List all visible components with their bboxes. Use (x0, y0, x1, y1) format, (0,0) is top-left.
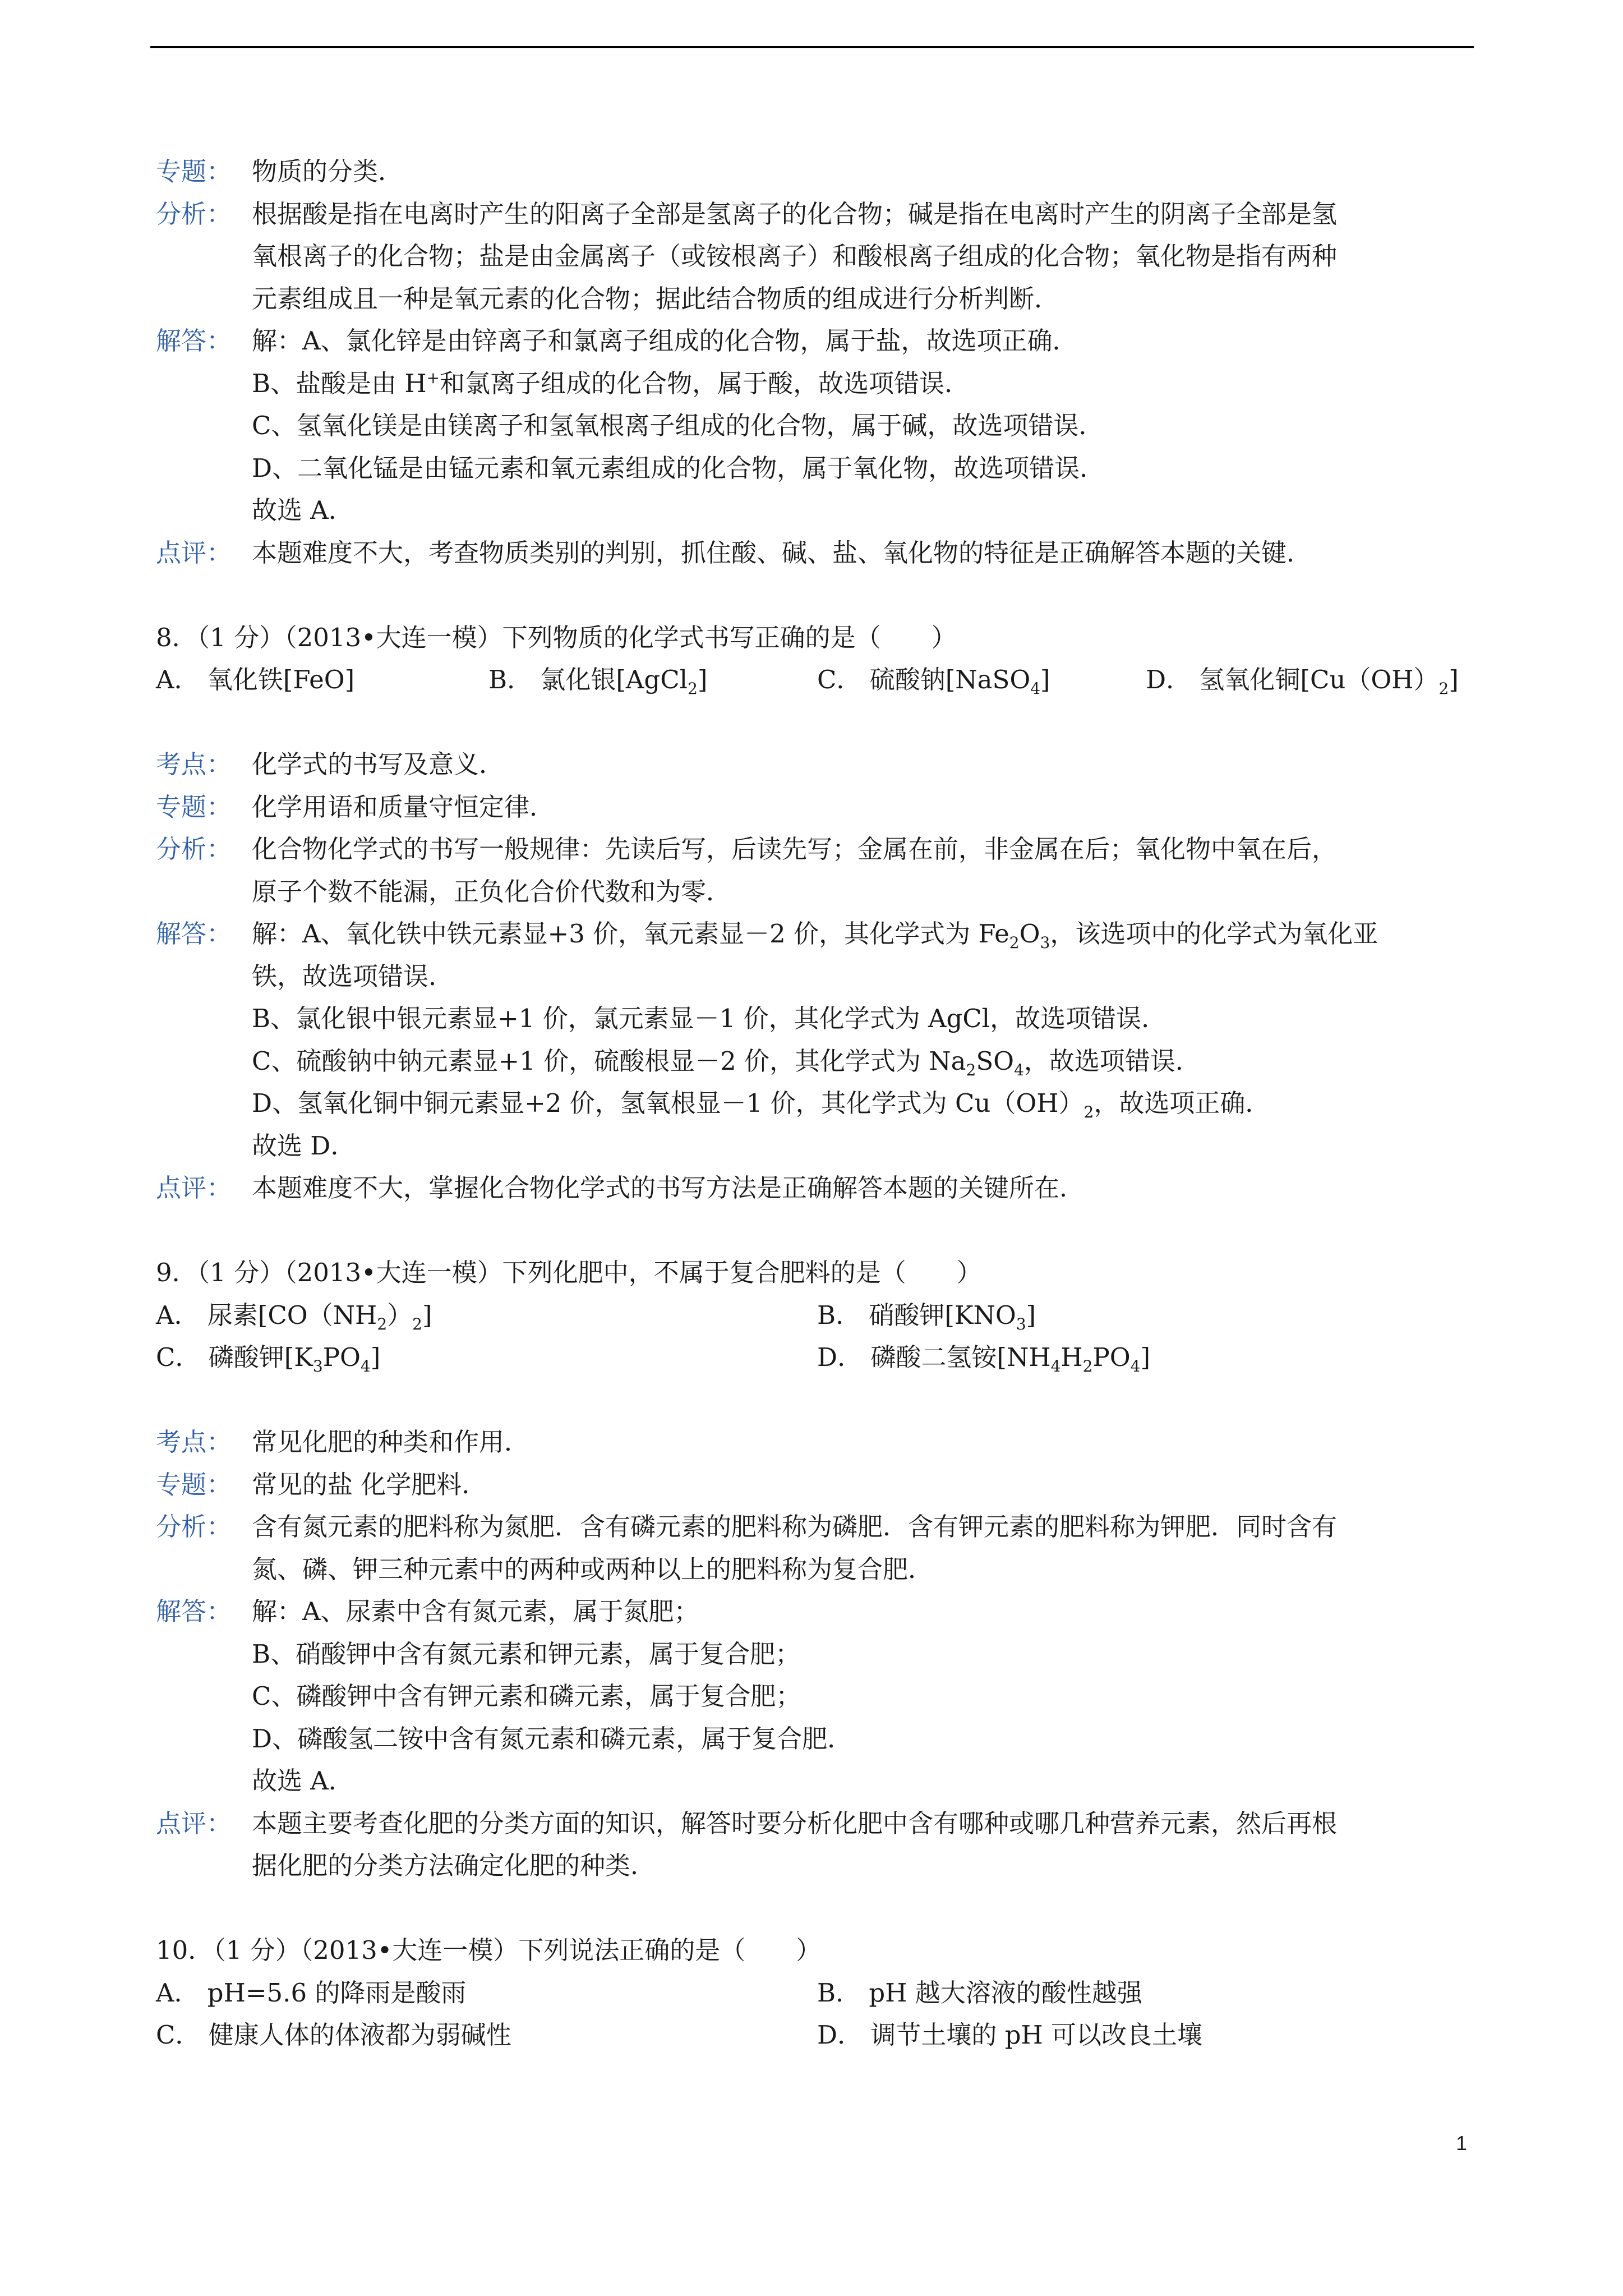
q8-answer: 故选 D． (252, 1130, 356, 1161)
q9-dianping-line: 据化肥的分类方法确定化肥的种类． (252, 1851, 656, 1880)
q7-dianping: 点评： 本题难度不大，考查物质类别的判别，抓住酸、碱、盐、氧化物的特征是正确解答本题的关键． (156, 532, 1479, 574)
q9-fenxi: 分析： 含有氮元素的肥料称为氮肥．含有磷元素的肥料称为磷肥．含有钾元素的肥料称为钾肥．同时含有 (156, 1506, 1479, 1548)
q9-option-c: C． 磷酸钾$[K_3PO_4]$ (156, 1342, 381, 1375)
q9-kaodian: 考点： 常见化肥的种类和作用． (156, 1421, 1479, 1464)
fenxi-label: 分析： (156, 834, 232, 864)
zhuanti-label: 专题： (156, 792, 232, 822)
q9-jieda-line: B、硝酸钾中含有氮元素和钾元素，属于复合肥； (252, 1639, 801, 1669)
q8-fenxi-line: 原子个数不能漏，正负化合价代数和为零． (252, 876, 732, 907)
dianping-label: 点评： (156, 1173, 232, 1203)
q10-option-d: D． 调节土壤的 pH 可以改良土壤 (817, 2020, 1203, 2050)
q7-fenxi-line: 元素组成且一种是氧元素的化合物；据此结合物质的组成进行分析判断． (252, 283, 1060, 314)
q8-kaodian: 考点： 化学式的书写及意义． (156, 743, 1479, 786)
q9-options-row-2 (156, 1336, 1479, 1379)
q9-options-row-1 (156, 1294, 1479, 1337)
q9-jieda-line: D、磷酸氢二铵中含有氮元素和磷元素，属于复合肥． (252, 1723, 853, 1754)
q9-fenxi-line: 氮、磷、钾三种元素中的两种或两种以上的肥料称为复合肥． (252, 1554, 934, 1584)
q9-option-b: B． 硝酸钾$[KNO_3]$ (817, 1300, 1036, 1333)
q8-option-d: D． 氢氧化铜$[Cu(OH)_2]$ (1146, 665, 1459, 698)
q9-question: 9．（1 分）（2013•大连一模）下列化肥中，不属于复合肥料的是（ ） (156, 1258, 982, 1287)
q8-option-b: B． 氯化银[AgCl$_2$] (488, 665, 708, 698)
q7-answer: 故选 A． (252, 495, 354, 525)
fenxi-label: 分析： (156, 199, 232, 229)
q9-dianping: 点评： 本题主要考查化肥的分类方面的知识，解答时要分析化肥中含有哪种或哪几种营养元素，然后再根 (156, 1802, 1479, 1845)
q10-option-a: A． pH=5.6 的降雨是酸雨 (156, 1977, 467, 2008)
q7-zhuanti: 专题： 物质的分类． (156, 150, 1479, 193)
zhuanti-label: 专题： (156, 1469, 232, 1499)
fenxi-label: 分析： (156, 1512, 232, 1542)
q9-option-a: A． 尿素$[CO(NH_2)_2]$ (156, 1300, 432, 1333)
q10-option-c: C． 健康人体的体液都为弱碱性 (156, 2020, 511, 2050)
q10-option-b: B． pH 越大溶液的酸性越强 (817, 1977, 1142, 2008)
q8-option-c: C． 硫酸钠[NaSO$_4$] (817, 665, 1050, 698)
q8-options (156, 659, 1479, 701)
q7-fenxi: 分析： 根据酸是指在电离时产生的阳离子全部是氢离子的化合物；碱是指在电离时产生的阴离子全部是氢 (156, 193, 1479, 236)
q8-fenxi: 分析： 化合物化学式的书写一般规律：先读后写，后读先写；金属在前，非金属在后；氧化物中氧在后， (156, 828, 1479, 871)
q10-question: 10．（1 分）（2013•大连一模）下列说法正确的是（ ） (156, 1935, 822, 1965)
q8-option-a: A． 氧化铁[FeO] (156, 665, 355, 694)
q10-options-row-2 (156, 2014, 1479, 2056)
q9-jieda-line: C、磷酸钾中含有钾元素和磷元素，属于复合肥； (252, 1681, 801, 1711)
q8-dianping: 点评： 本题难度不大，掌握化合物化学式的书写方法是正确解答本题的关键所在． (156, 1167, 1479, 1209)
q9-zhuanti: 专题： 常见的盐 化学肥料． (156, 1464, 1479, 1506)
kaodian-label: 考点： (156, 749, 232, 779)
q7-jieda-line: B、盐酸是由 H+和氯离子组成的化合物，属于酸，故选项错误． (252, 368, 970, 398)
q7-jieda-line: C、氢氧化镁是由镁离子和氢氧根离子组成的化合物，属于碱，故选项错误． (252, 411, 1104, 440)
kaodian-label: 考点： (156, 1427, 232, 1457)
jieda-label: 解答： (156, 919, 232, 949)
q8-jieda: 解答： 解：A、氧化铁中铁元素显+3 价，氧元素显－2 价，其化学式为 $Fe_2O_3$，该选项中的化学式为氧化亚 (156, 913, 1479, 955)
header-rule (150, 46, 1474, 48)
q8-jieda-line: 铁，故选项错误． (252, 961, 454, 991)
page-number: 1 (1456, 2132, 1468, 2155)
jieda-label: 解答： (156, 326, 232, 356)
dianping-label: 点评： (156, 537, 232, 568)
dianping-label: 点评： (156, 1808, 232, 1838)
jieda-label: 解答： (156, 1596, 232, 1626)
q8-jieda-line: C、硫酸钠中钠元素显+1 价，硫酸根显－2 价，其化学式为 $Na_2SO_4$，故选项错误． (252, 1046, 1201, 1079)
document-body (156, 150, 1479, 2056)
q8-question: 8．（1 分）（2013•大连一模）下列物质的化学式书写正确的是（ ） (156, 622, 957, 652)
q7-jieda-line: D、二氧化锰是由锰元素和氧元素组成的化合物，属于氧化物，故选项错误． (252, 453, 1105, 483)
q8-jieda-line: B、氯化银中银元素显+1 价，氯元素显－1 价，其化学式为 AgCl，故选项错误． (252, 1004, 1167, 1033)
q9-option-d: D． 磷酸二氢铵$[NH_4H_2PO_4]$ (817, 1342, 1151, 1375)
q10-options-row-1 (156, 1972, 1479, 2014)
q9-jieda: 解答： 解：A、尿素中含有氮元素，属于氮肥； (156, 1590, 1479, 1633)
q7-jieda: 解答： 解：A、氯化锌是由锌离子和氯离子组成的化合物，属于盐，故选项正确． (156, 320, 1479, 362)
q7-fenxi-line: 氧根离子的化合物；盐是由金属离子（或铵根离子）和酸根离子组成的化合物；氧化物是指有两种 (252, 241, 1338, 271)
q8-jieda-line: D、氢氧化铜中铜元素显+2 价，氢氧根显－1 价，其化学式为 $Cu(OH)_2$，故选项正确． (252, 1088, 1271, 1121)
q8-zhuanti: 专题： 化学用语和质量守恒定律． (156, 786, 1479, 829)
q9-answer: 故选 A． (252, 1766, 354, 1796)
zhuanti-label: 专题： (156, 157, 232, 186)
